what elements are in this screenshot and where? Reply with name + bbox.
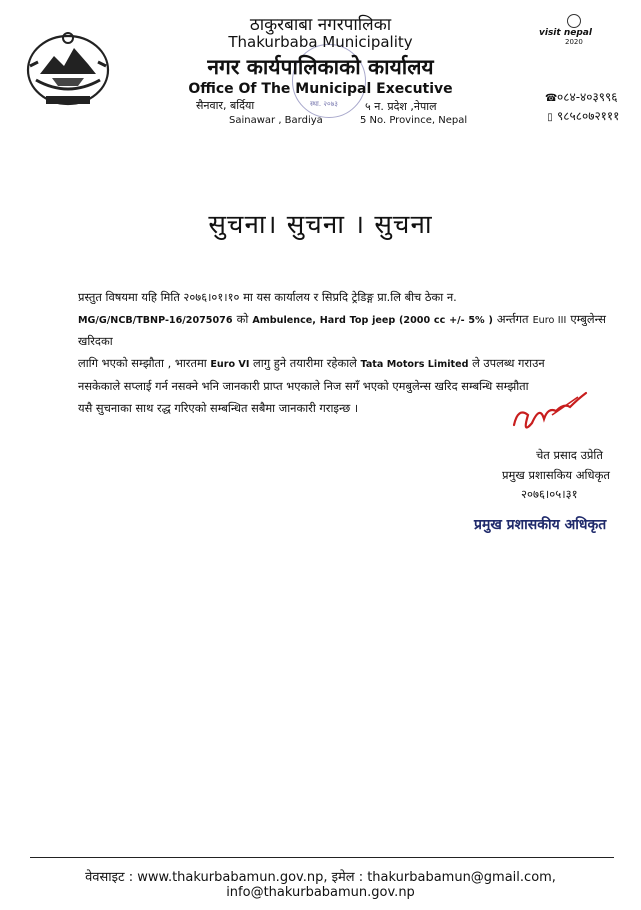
visit-nepal-text: visit nepal: [539, 28, 592, 38]
phone-icon: ☎: [545, 93, 558, 104]
item-name: Ambulence, Hard Top jeep (2000 cc +/- 5% ): [252, 314, 493, 326]
designation-stamp-text: प्रमुख प्रशासकीय अधिकृत: [474, 517, 607, 533]
municipality-name-en: Thakurbaba Municipality: [228, 33, 413, 51]
signatory-name: चेत प्रसाद उप्रेति: [536, 448, 603, 462]
address-left-en: Sainawar , Bardiya: [229, 115, 323, 126]
body-line-2: MG/G/NCB/TBNP-16/2075076 को Ambulence, Hard Top jeep (2000 cc +/- 5% ) अर्न्तगत Euro III एम्बुलेन्स खरिदका: [78, 311, 606, 349]
body-line-1: प्रस्तुत विषयमा यहि मिति २०७६।०१।१० मा यस कार्यालय र सिप्रदि ट्रेडिङ्ग प्रा.लि बीच ठेका न.: [78, 290, 457, 304]
footer-contact: वेवसाइट : www.thakurbabamun.gov.np, इमेल : thakurbabamun@gmail.com, info@thakurbabamun.gov.np: [85, 870, 556, 900]
signature-image: [508, 385, 590, 445]
stamp-top-text: स्था. २०७३: [310, 100, 338, 108]
company-name: Tata Motors Limited: [360, 359, 469, 371]
signatory-designation: प्रमुख प्रशासकिय अधिकृत: [502, 468, 610, 482]
address-left-np: सैनवार, बर्दिया: [196, 99, 255, 112]
address-right-np: ५ न. प्रदेश ,नेपाल: [365, 100, 437, 113]
mobile-icon: ▯: [547, 112, 553, 123]
contract-code: MG/G/NCB/TBNP-16/2075076: [78, 314, 233, 326]
euro-standard-6: Euro VI: [210, 359, 250, 371]
mobile-line: [545, 107, 619, 124]
office-title-np: नगर कार्यपालिकाको कार्यालय: [207, 55, 434, 79]
notice-title: सुचना। सुचना । सुचना: [208, 210, 433, 240]
office-title-en: Office Of The Municipal Executive: [188, 81, 453, 97]
visit-nepal-year: 2020: [565, 38, 583, 46]
phone-number: ०८४-४०३९९६: [557, 90, 618, 104]
body-line-4: नसकेकाले सप्लाई गर्न नसक्ने भनि जानकारी प्राप्त भएकाले निज सगँ भएको एमबुलेन्स खरिद सम्बन्धि सम्झौता: [78, 378, 529, 393]
footer-divider: [30, 857, 614, 858]
euro-standard-3: Euro III: [532, 314, 567, 326]
signatory-date: २०७६।०५।३१: [521, 487, 578, 501]
body-line-3: लागि भएको सम्झौता , भारतमा Euro VI लागु हुने तयारीमा रहेकाले Tata Motors Limited ले उपलब्ध गराउन: [78, 356, 545, 371]
address-right-en: 5 No. Province, Nepal: [360, 115, 468, 126]
designation-stamp: [467, 508, 629, 540]
body-line-5: यसै सुचनाका साथ रद्ध गरिएको सम्बन्धित सबैमा जानकारी गराइन्छ ।: [78, 400, 359, 415]
municipality-name-np: ठाकुरबाबा नगरपालिका: [249, 15, 392, 35]
mobile-number: ९८५८०७२१११: [557, 109, 620, 123]
phone-line: [545, 88, 618, 105]
